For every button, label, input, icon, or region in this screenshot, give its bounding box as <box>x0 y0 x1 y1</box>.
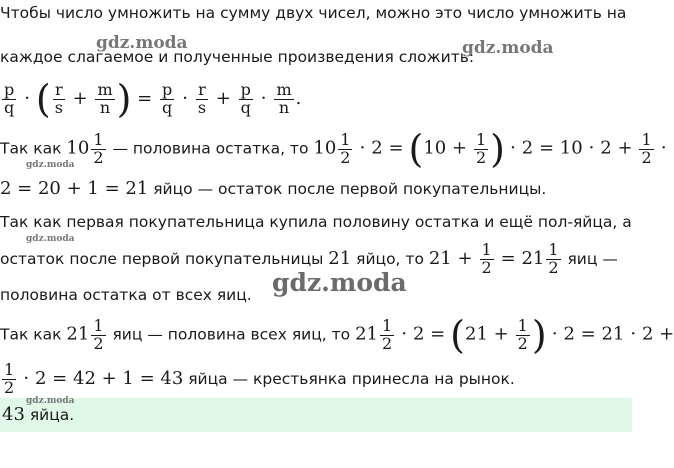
fraction-r-s: $\frac{r}{s}$ <box>54 79 63 117</box>
para3-line-2: остаток после первой покупательницы 21 яйцо, то 21 + $\frac{1}{2}$ = 21 $\frac{1}{2}$ яиц — <box>0 240 618 277</box>
answer-highlight <box>0 398 632 432</box>
distributive-formula: $\frac{p}{q}$ ⋅ ( $\frac{r}{s}$ + $\frac{m}{n}$ ) = $\frac{p}{q}$ ⋅ $\frac{r}{s}$ + $\frac{p}{q}$ ⋅ $\frac{m}{n}$ . <box>4 77 302 121</box>
watermark: gdz.moda <box>96 33 188 53</box>
step1-line-2: 2 = 20 + 1 = 21 яйцо — остаток после первой покупательницы. <box>0 178 547 199</box>
watermark: gdz.moda <box>26 160 75 170</box>
watermark: gdz.moda <box>272 268 407 297</box>
watermark: gdz.moda <box>462 38 554 58</box>
watermark: gdz.moda <box>26 234 75 244</box>
intro-line-2: каждое слагаемое и полученные произведения сложить: <box>0 48 475 66</box>
fraction-p-q: $\frac{p}{q}$ <box>4 79 15 117</box>
para3-line-1: Так как первая покупательница купила половину остатка и ещё пол-яйца, а <box>0 213 632 231</box>
fraction-m-n: $\frac{m}{n}$ <box>97 79 113 117</box>
intro-line-1: Чтобы число умножить на сумму двух чисел, можно это число умножить на <box>0 4 627 22</box>
watermark: gdz.moda <box>26 396 75 406</box>
step1-line-1: Так как 10 $\frac{1}{2}$ — половина остатка, то 10 $\frac{1}{2}$ ⋅ 2 = (10 + $\frac{1}{2}$ ) ⋅ 2 = 10 ⋅ 2 + $\frac{1}{2}$ ⋅ <box>0 127 667 171</box>
step3-line-2: $\frac{1}{2}$ ⋅ 2 = 42 + 1 = 43 яйца — крестьянка принесла на рынок. <box>4 360 515 397</box>
answer-line: 43 яйца. <box>2 404 75 425</box>
step3-line-1: Так как 21 $\frac{1}{2}$ яиц — половина всех яиц, то 21 $\frac{1}{2}$ ⋅ 2 = (21 + $\frac{1}{2}$ ) ⋅ 2 = 21 ⋅ 2 + <box>0 313 674 357</box>
para3-line-3: половина остатка от всех яиц. <box>0 286 252 304</box>
